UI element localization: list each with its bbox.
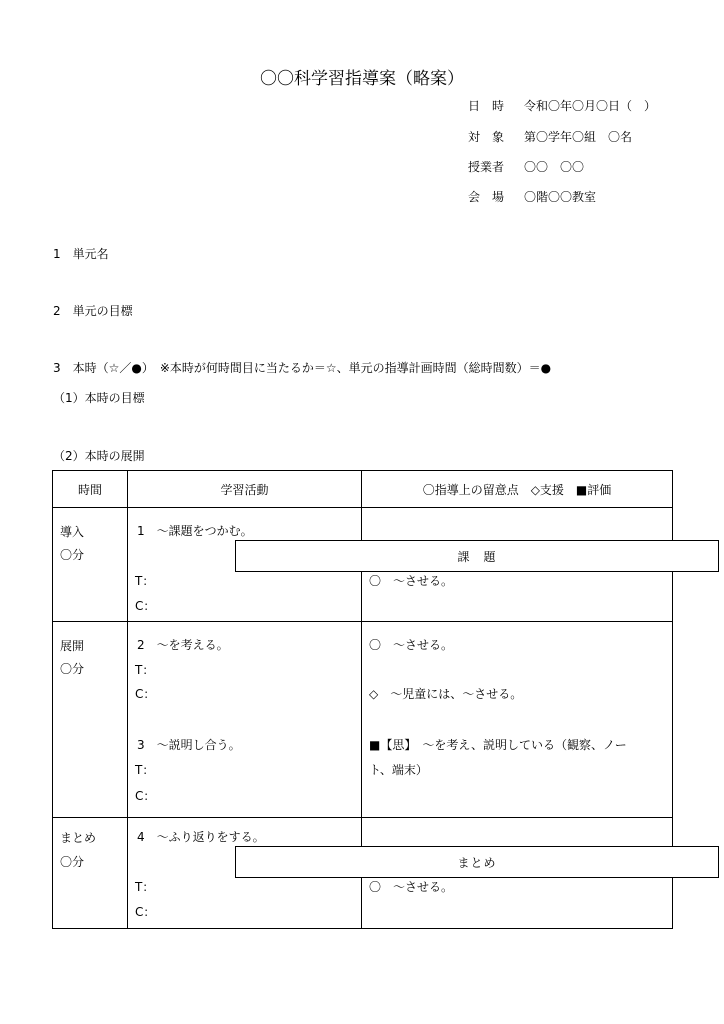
- table-header-row: [53, 471, 673, 508]
- info-venue-label: 会 場: [468, 190, 505, 204]
- child-line: C：: [135, 687, 156, 701]
- notes-cell: [362, 622, 673, 818]
- activity-step: 3 ～説明し合う。: [137, 738, 241, 752]
- evaluation-line-cont: ト、端末）: [369, 763, 428, 777]
- info-target: [468, 128, 632, 145]
- phase-name: 導入: [60, 525, 85, 539]
- header-time: 時間: [53, 471, 128, 508]
- lesson-plan-table: [52, 470, 673, 929]
- section-unit-goal: 2 単元の目標: [53, 304, 133, 318]
- teacher-line: T：: [135, 763, 155, 777]
- header-notes: 〇指導上の留意点 ◇支援 ■評価: [362, 471, 673, 508]
- child-line: C：: [135, 789, 156, 803]
- teacher-line: T：: [135, 574, 155, 588]
- header-activity: 学習活動: [128, 471, 362, 508]
- child-line: C：: [135, 905, 156, 919]
- summary-box: まとめ: [235, 846, 719, 878]
- phase-minutes: 〇分: [60, 855, 85, 869]
- teacher-line: T：: [135, 880, 155, 894]
- phase-minutes: 〇分: [60, 548, 85, 562]
- phase-name: まとめ: [60, 831, 97, 845]
- note-line: 〇 ～させる。: [369, 880, 454, 894]
- info-date-label: 日 時: [468, 99, 505, 113]
- note-line: 〇 ～させる。: [369, 638, 454, 652]
- activity-step: 4 ～ふり返りをする。: [137, 830, 265, 844]
- phase-minutes: 〇分: [60, 662, 85, 676]
- info-date: [468, 97, 656, 114]
- info-date-value: 令和〇年〇月〇日（ ）: [524, 99, 657, 113]
- info-teacher-label: 授業者: [468, 160, 505, 174]
- section-lesson-goal: （1）本時の目標: [53, 391, 145, 405]
- info-teacher: [468, 158, 584, 175]
- section-lesson-flow: （2）本時の展開: [53, 449, 145, 463]
- info-target-value: 第〇学年〇組 〇名: [524, 130, 633, 144]
- page-title: 〇〇科学習指導案（略案）: [260, 69, 464, 89]
- time-cell: [53, 622, 128, 818]
- task-box: 課 題: [235, 540, 719, 572]
- info-teacher-value: 〇〇 〇〇: [524, 160, 585, 174]
- table-row: [53, 508, 673, 622]
- info-target-label: 対 象: [468, 130, 505, 144]
- section-this-lesson: 3 本時（☆／●） ※本時が何時間目に当たるか＝☆、単元の指導計画時間（総時間数）＝●: [53, 361, 552, 375]
- phase-name: 展開: [60, 639, 85, 653]
- section-unit-name: 1 単元名: [53, 247, 109, 261]
- activity-step: 1 ～課題をつかむ。: [137, 524, 253, 538]
- time-cell: [53, 818, 128, 929]
- info-venue-value: 〇階〇〇教室: [524, 190, 597, 204]
- note-line: 〇 ～させる。: [369, 574, 454, 588]
- child-line: C：: [135, 599, 156, 613]
- support-line: ◇ ～児童には、～させる。: [369, 687, 523, 701]
- table-row: [53, 818, 673, 929]
- evaluation-line: ■【思】 ～を考え、説明している（観察、ノー: [369, 738, 627, 752]
- info-venue: [468, 188, 596, 205]
- activity-cell: [128, 622, 362, 818]
- activity-step: 2 ～を考える。: [137, 638, 229, 652]
- time-cell: [53, 508, 128, 622]
- table-row: [53, 622, 673, 818]
- teacher-line: T：: [135, 663, 155, 677]
